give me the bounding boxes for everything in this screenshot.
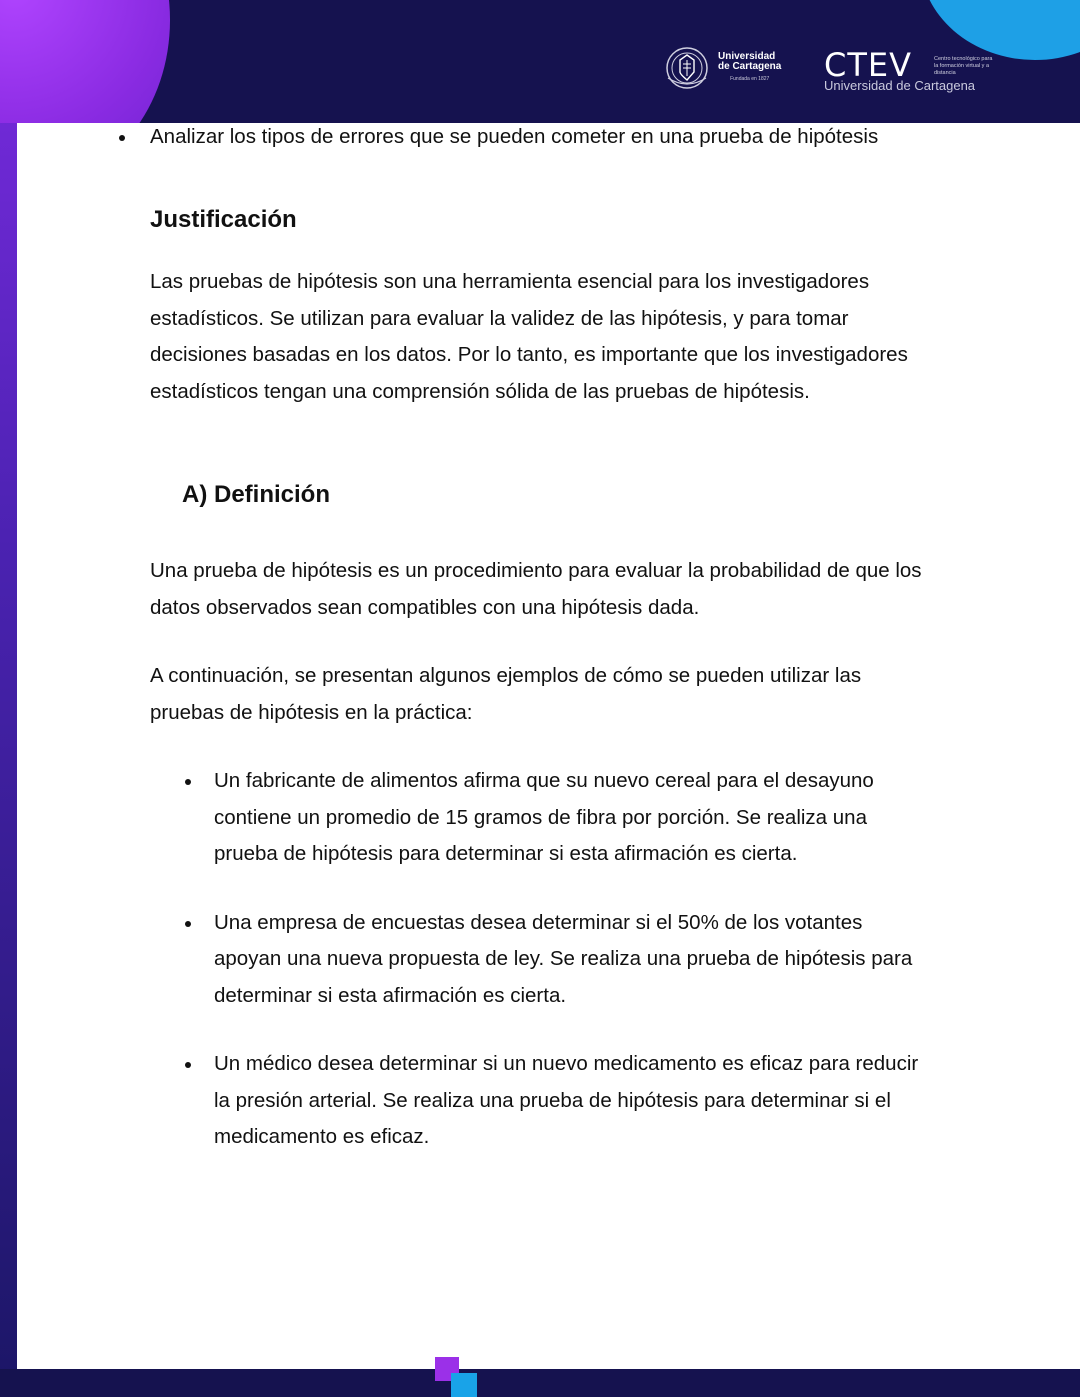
ctev-subtitle: Universidad de Cartagena [824, 78, 976, 93]
blue-square-decoration [451, 1373, 477, 1397]
list-item [150, 119, 878, 156]
university-name-line1: Universidad [718, 51, 776, 62]
purple-decorative-shape [0, 0, 170, 123]
definition-paragraph: Una prueba de hipótesis es un procedimiento para evaluar la probabilidad de que los datos observados sean compatibles con una hipótesis dada. [150, 559, 922, 619]
examples-intro-paragraph: A continuación, se presentan algunos ejemplos de cómo se pueden utilizar las pruebas de hipótesis en la práctica: [150, 664, 862, 724]
ctev-wordmark: CTEV [824, 46, 912, 84]
justification-paragraph: Las pruebas de hipótesis son una herramienta esencial para los investigadores estadísticos. Se utilizan para evaluar la validez de las hipótesis, y para tomar decisiones basadas en los datos. Por lo tanto, es importante que los investigadores estadísticos tengan una comprensión sólida de las pruebas de hipótesis. [150, 270, 908, 403]
list-item: Un fabricante de alimentos afirma que su nuevo cereal para el desayuno contiene un promedio de 15 gramos de fibra por porción. Se realiza una prueba de hipótesis para determinar si esta afirmación es cierta. [214, 763, 934, 873]
section-heading-definition: A) Definición [182, 481, 330, 508]
ctev-tagline: Centro tecnológico para la formación virtual y a distancia [934, 56, 993, 76]
page-header [0, 0, 1080, 123]
ctev-logo [824, 46, 994, 96]
university-name-line2: de Cartagena [718, 61, 782, 72]
left-decorative-strip [0, 0, 17, 1397]
blue-decorative-shape [920, 0, 1080, 60]
universidad-de-cartagena-logo [662, 44, 781, 92]
list-item: Un médico desea determinar si un nuevo medicamento es eficaz para reducir la presión arterial. Se realiza una prueba de hipótesis para determinar si el medicamento es eficaz. [214, 1046, 934, 1156]
university-founded: Fundada en 1827 [730, 76, 770, 82]
section-heading-justification: Justificación [150, 206, 297, 233]
university-seal-icon [662, 44, 712, 92]
examples-list [214, 763, 934, 1188]
page-footer-bar [0, 1369, 1080, 1397]
objective-text: Analizar los tipos de errores que se pueden cometer en una prueba de hipótesis [150, 125, 879, 148]
list-item: Una empresa de encuestas desea determinar si el 50% de los votantes apoyan una nueva propuesta de ley. Se realiza una prueba de hipótesis para determinar si esta afirmación es cierta. [214, 905, 934, 1015]
